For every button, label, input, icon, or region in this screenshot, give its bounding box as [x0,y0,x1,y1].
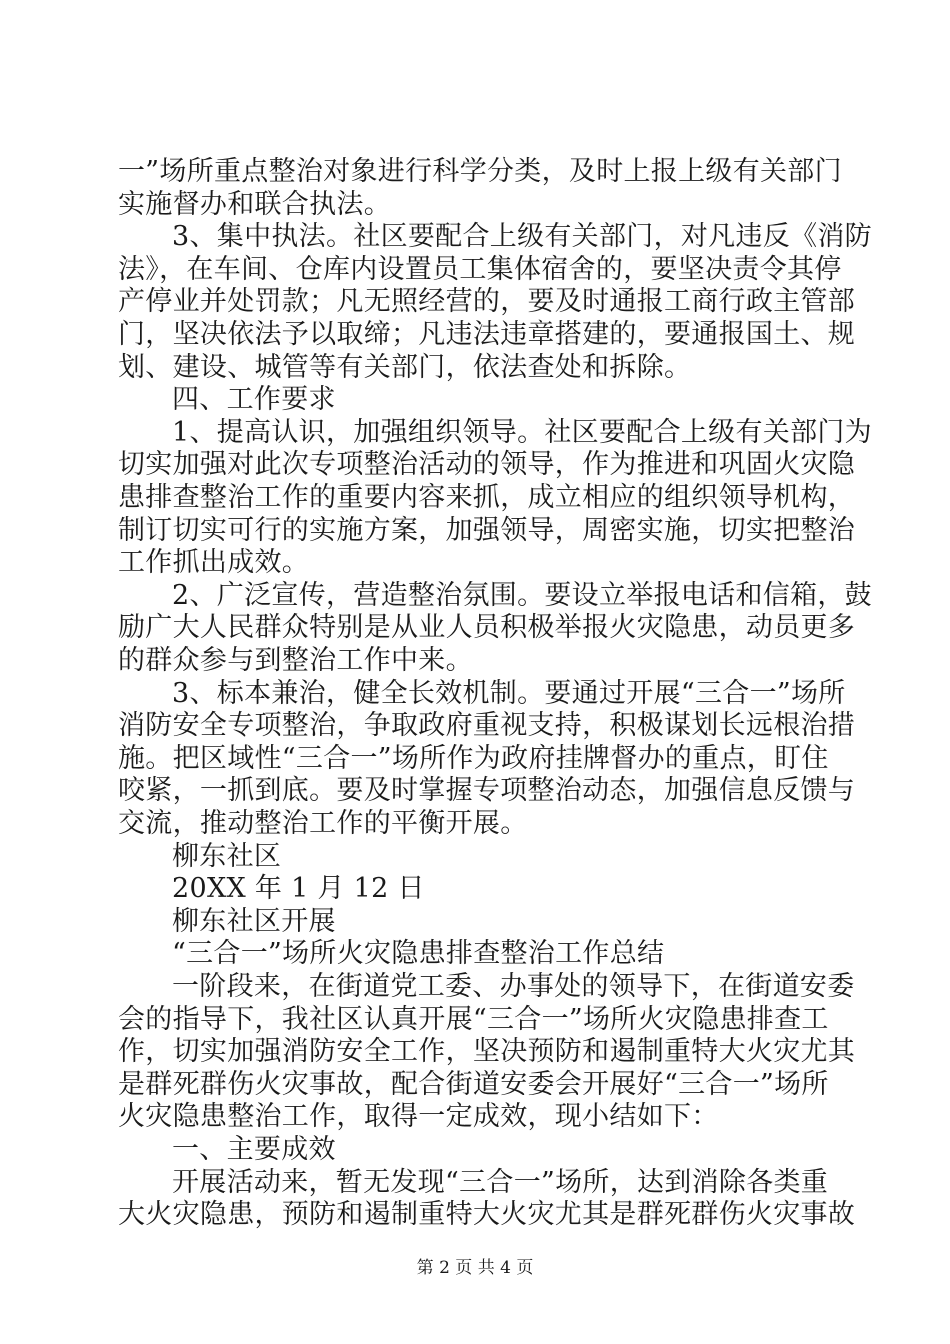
text-line: 3、集中执法。社区要配合上级有关部门，对凡违反《消防 [172,221,872,253]
text-line: 患排查整治工作的重要内容来抓，成立相应的组织领导机构， [118,482,856,513]
text-line: “三合一”场所火灾隐患排查整治工作总结 [172,938,665,970]
text-line: 一阶段来，在街道党工委、办事处的领导下，在街道安委 [172,971,855,1002]
text-line: 咬紧，一抓到底。要及时掌握专项整治动态，加强信息反馈与 [118,775,856,807]
text-line: 产停业并处罚款；凡无照经营的，要及时通报工商行政主管部 [118,286,856,318]
text-line: 门，坚决依法予以取缔；凡违法违章搭建的，要通报国土、规 [118,319,856,350]
text-line: 四、工作要求 [172,384,336,416]
text-line: 开展活动来，暂无发现“三合一”场所，达到消除各类重 [172,1166,829,1198]
text-line: 工作抓出成效。 [118,547,310,579]
text-line: 一、主要成效 [172,1134,336,1165]
text-line: 1、提高认识，加强组织领导。社区要配合上级有关部门为 [172,416,872,448]
text-line: 划、建设、城管等有关部门，依法查处和拆除。 [118,351,692,383]
text-line: 2、广泛宣传，营造整治氛围。要设立举报电话和信箱，鼓 [172,579,872,611]
text-line: 实施督办和联合执法。 [118,188,391,220]
text-line: 20XX 年 1 月 12 日 [172,873,425,905]
text-line: 大火灾隐患，预防和遏制重特大火灾尤其是群死群伤火灾事故 [118,1199,856,1231]
text-line: 柳东社区开展 [172,905,336,937]
text-line: 的群众参与到整治工作中来。 [118,645,473,676]
text-line: 是群死群伤火灾事故，配合街道安委会开展好“三合一”场所 [118,1068,829,1100]
text-line: 柳东社区 [172,840,282,872]
text-line: 火灾隐患整治工作，取得一定成效，现小结如下： [118,1101,719,1133]
text-line: 切实加强对此次专项整治活动的领导，作为推进和巩固火灾隐 [118,449,856,481]
text-line: 作，切实加强消防安全工作，坚决预防和遏制重特大火灾尤其 [118,1036,856,1068]
text-line: 会的指导下，我社区认真开展“三合一”场所火灾隐患排查工 [118,1003,829,1035]
text-line: 3、标本兼治，健全长效机制。要通过开展“三合一”场所 [172,677,846,709]
text-line: 施。把区域性“三合一”场所作为政府挂牌督办的重点，盯住 [118,742,829,774]
text-line: 交流，推动整治工作的平衡开展。 [118,808,528,839]
text-line: 消防安全专项整治，争取政府重视支持，积极谋划长远根治措 [118,710,856,742]
text-line: 一”场所重点整治对象进行科学分类，及时上报上级有关部门 [118,156,842,187]
text-line: 法》，在车间、仓库内设置员工集体宿舍的，要坚决责令其停 [118,253,842,285]
text-line: 制订切实可行的实施方案，加强领导，周密实施，切实把整治 [118,514,856,546]
text-line: 励广大人民群众特别是从业人员积极举报火灾隐患，动员更多 [118,612,856,644]
page-footer: 第 2 页 共 4 页 [416,1258,534,1278]
